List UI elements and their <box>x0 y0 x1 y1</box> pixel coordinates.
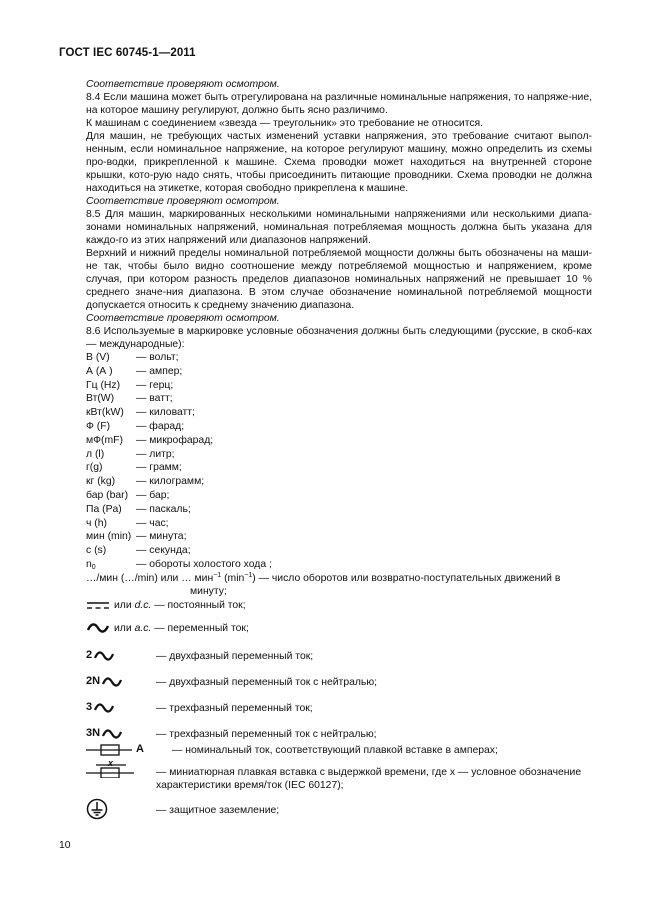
fuse-x-desc-cont: характеристики время/ток (IEC 60127); <box>156 780 344 791</box>
unit-symbol: л (l) <box>86 448 105 460</box>
unit-desc: — микрофарад; <box>136 434 214 446</box>
unit-desc: — киловатт; <box>136 407 195 419</box>
time-lag-fuse-icon <box>86 764 136 778</box>
list-item <box>86 544 592 558</box>
body-text <box>86 78 592 598</box>
symbol-row-dc <box>86 598 592 614</box>
unit-desc: — килограмм; <box>136 476 205 488</box>
list-item <box>86 448 592 462</box>
fuse-x-desc: — миниатюрная плавкая вставка с выдержкой времени, где x — условное обозначение <box>156 767 582 778</box>
units-list <box>86 351 592 572</box>
symbol-row-earth <box>86 798 592 822</box>
list-item <box>86 420 592 434</box>
list-item <box>86 365 592 379</box>
symbol-row-two-phase-n <box>86 675 592 691</box>
unit-desc: — фарад; <box>136 420 185 432</box>
two-phase-label: 2 <box>86 649 93 661</box>
unit-desc: — вольт; <box>136 352 179 363</box>
unit-symbol: Ф (F) <box>86 420 111 432</box>
symbol-row-fuse-a <box>86 743 592 759</box>
unit-symbol-subscript: 0 <box>91 563 96 571</box>
list-item <box>86 489 592 503</box>
unit-symbol: Па (Pa) <box>86 503 122 515</box>
unit-desc: — бар; <box>136 489 170 501</box>
rpm-row <box>86 572 592 598</box>
list-item <box>86 475 592 489</box>
ac-wave-icon <box>86 621 110 635</box>
paragraph-8-5: 8.5 Для машин, маркированных несколькими номинальными напряжениями или несколькими диапа-зонами номинальных напряжений, номинальная потребляемая мощность должна быть указана для каждо-го из этих напряжений или диапазонов напряжений. <box>86 209 592 246</box>
list-item <box>86 406 592 420</box>
ac-wave-icon <box>94 701 114 715</box>
unit-desc: — литр; <box>136 448 175 460</box>
fuse-x-label: x <box>108 758 114 768</box>
fuse-a-label: A <box>136 743 144 755</box>
two-phase-n-label: 2N <box>86 675 101 687</box>
unit-symbol: В (V) <box>86 352 110 363</box>
two-phase-n-desc: — двухфазный переменный ток с нейтралью; <box>156 677 378 688</box>
ac-desc: — переменный ток; <box>154 623 249 634</box>
standard-header: ГОСТ IEC 60745-1—2011 <box>59 47 196 59</box>
three-phase-n-label: 3N <box>86 727 101 739</box>
paragraph-8-6: 8.6 Используемые в маркировке условные обозначения должны быть следующими (русские, в скоб-ках — международные): <box>86 326 592 350</box>
rpm-mid: (min <box>221 572 245 584</box>
list-item <box>86 503 592 517</box>
paragraph-star-delta: К машинам с соединением «звезда — треугольник» это требование не относится. <box>86 118 484 129</box>
symbol-row-three-phase-n <box>86 727 592 743</box>
list-item <box>86 517 592 531</box>
unit-desc: — минута; <box>136 531 187 543</box>
list-item <box>86 434 592 448</box>
earth-desc: — защитное заземление; <box>156 805 280 816</box>
paragraph-power-limits: Верхний и нижний пределы номинальной потребляемой мощности должны быть обозначены на маши-не так, чтобы было видно соотношение между потребляемой мощностью и напряжением, кроме случая, при котором разность пределов диапазонов номинальных напряжений не превышает 10 % среднего значе-ния диапазона. В этом случае обозначение номинальной потребляемой мощности допускается относить к среднему значению диапазона. <box>86 248 592 311</box>
dc-code: d.c. <box>134 600 152 611</box>
symbol-row-two-phase <box>86 649 592 665</box>
list-item <box>86 530 592 544</box>
unit-desc: — герц; <box>136 379 174 391</box>
rpm-cont: минуту; <box>190 585 227 597</box>
unit-desc: — час; <box>136 517 169 529</box>
unit-desc: — ватт; <box>136 393 173 405</box>
unit-desc: — грамм; <box>136 462 182 474</box>
unit-symbol: Гц (Hz) <box>86 379 121 391</box>
unit-desc: — паскаль; <box>136 503 191 515</box>
paragraph-compliance-3: Соответствие проверяют осмотром. <box>86 313 280 324</box>
symbol-row-three-phase <box>86 701 592 717</box>
unit-symbol-n: n <box>86 558 92 570</box>
three-phase-desc: — трехфазный переменный ток; <box>156 703 313 714</box>
unit-symbol <box>86 558 136 572</box>
ac-wave-icon <box>102 675 122 689</box>
list-item <box>86 392 592 406</box>
rpm-prefix: …/мин (…/min) или … мин <box>86 572 214 584</box>
ac-or: или <box>114 623 132 634</box>
rpm-sup2: −1 <box>244 571 253 579</box>
unit-desc: — секунда; <box>136 545 191 557</box>
ac-wave-icon <box>94 649 114 663</box>
unit-symbol: мин (min) <box>86 531 132 543</box>
dc-icon <box>86 598 110 612</box>
unit-desc: — ампер; <box>136 365 183 377</box>
paragraph-8-4: 8.4 Если машина может быть отрегулирована на различные номинальные напряжения, то напряже-ние, на которое машину регулируют, должно быть ясно различимо. <box>86 92 592 116</box>
three-phase-n-desc: — трехфазный переменный ток с нейтралью; <box>156 729 377 740</box>
list-item <box>86 351 592 365</box>
fuse-a-desc: — номинальный ток, соответствующий плавкой вставке в амперах; <box>172 745 498 756</box>
two-phase-desc: — двухфазный переменный ток; <box>156 651 314 662</box>
symbol-row-fuse-x <box>86 758 592 791</box>
dc-or: или <box>114 600 132 611</box>
rpm-suffix: ) — число оборотов или возвратно-поступательных движений в <box>252 572 561 584</box>
three-phase-label: 3 <box>86 701 93 713</box>
protective-earth-icon <box>86 798 108 820</box>
dc-desc: — постоянный ток; <box>154 600 246 611</box>
unit-symbol: кг (kg) <box>86 476 116 488</box>
unit-symbol: ч (h) <box>86 517 107 529</box>
paragraph-wiring: Для машин, не требующих частых изменений уставки напряжения, это требование считают выпол-ненным, если номинальное напряжение, на которое регулируют машину, можно определить из схемы про-водки, прикрепленной к машине. Схема проводки может находиться на внутренней стороне крышки, кото-рую надо снять, чтобы присоединить питающие проводники. Схема проводки не должна находиться на этикетке, которая свободно прикреплена к машине. <box>86 131 592 194</box>
fuse-icon <box>86 743 136 757</box>
unit-symbol: г(g) <box>86 462 103 474</box>
ac-code: a.c. <box>134 623 152 634</box>
unit-symbol: бар (bar) <box>86 489 129 501</box>
unit-symbol: с (s) <box>86 545 107 557</box>
list-item <box>86 558 592 572</box>
unit-symbol: А (А ) <box>86 365 113 377</box>
list-item <box>86 461 592 475</box>
symbol-row-ac <box>86 621 592 637</box>
paragraph-compliance-1: Соответствие проверяют осмотром. <box>86 79 280 90</box>
unit-desc: — обороты холостого хода ; <box>136 558 272 570</box>
list-item <box>86 379 592 393</box>
page-number: 10 <box>59 840 71 851</box>
ac-wave-icon <box>102 727 122 741</box>
paragraph-compliance-2: Соответствие проверяют осмотром. <box>86 196 280 207</box>
unit-symbol: Вт(W) <box>86 393 115 405</box>
rpm-sup1: −1 <box>213 571 222 579</box>
unit-symbol: мФ(mF) <box>86 434 123 446</box>
unit-symbol: кВт(kW) <box>86 407 124 419</box>
